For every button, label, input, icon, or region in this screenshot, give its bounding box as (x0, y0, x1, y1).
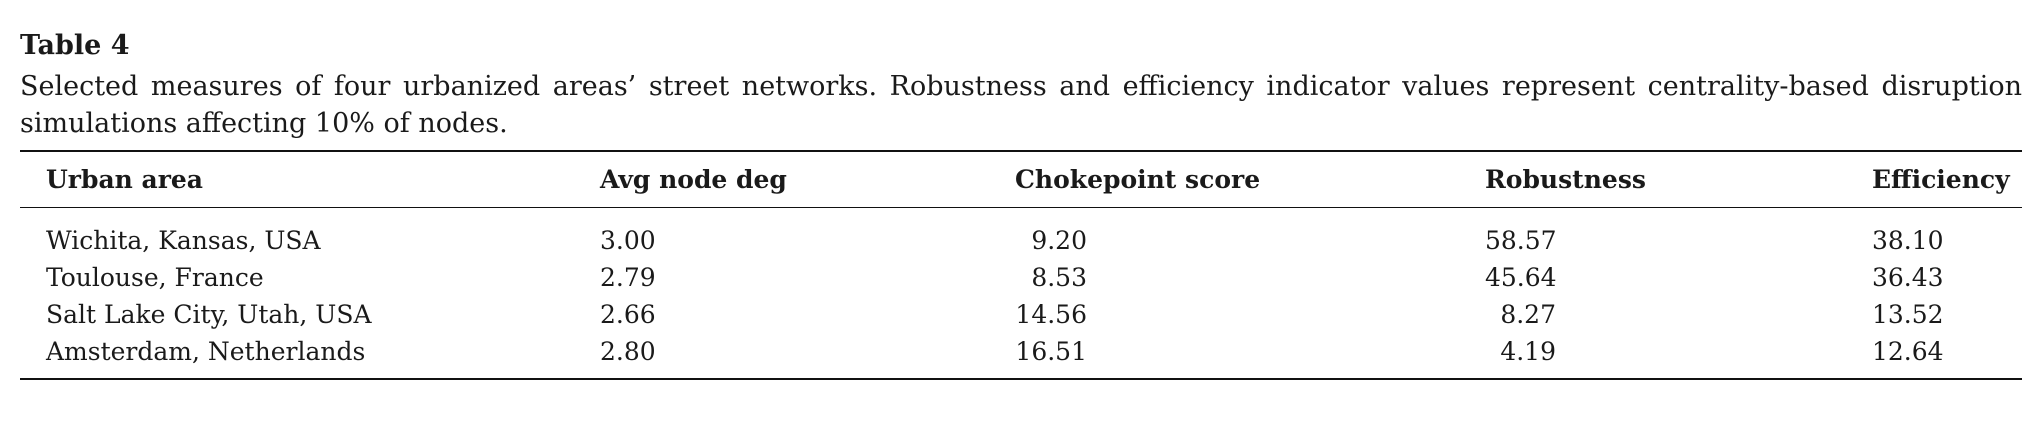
header-avg-node-deg: Avg node deg (600, 165, 787, 194)
header-urban-area: Urban area (46, 165, 204, 194)
cell-urban-area: Salt Lake City, Utah, USA (46, 300, 372, 329)
chokepoint-value: 16.51 (1015, 337, 1087, 366)
table-row (20, 296, 2022, 333)
cell-efficiency: 36.43 (1872, 263, 1944, 292)
cell-robustness (1485, 333, 1872, 378)
cell-avg-node-deg: 2.79 (600, 263, 656, 292)
table-header (20, 152, 2022, 208)
cell-urban-area: Wichita, Kansas, USA (46, 226, 321, 255)
cell-urban-area: Amsterdam, Netherlands (46, 337, 366, 366)
cell-robustness (1485, 259, 1872, 296)
chokepoint-value: 8.53 (1031, 263, 1087, 292)
cell-efficiency: 13.52 (1872, 300, 1944, 329)
cell-chokepoint-score (1015, 208, 1485, 259)
cell-avg-node-deg: 2.66 (600, 300, 656, 329)
cell-chokepoint-score (1015, 296, 1485, 333)
header-chokepoint-score: Chokepoint score (1015, 165, 1261, 194)
table-row (20, 333, 2022, 378)
cell-efficiency: 38.10 (1872, 226, 1944, 255)
cell-robustness (1485, 208, 1872, 259)
table-row (20, 259, 2022, 296)
table-body (20, 208, 2022, 378)
robustness-value: 8.27 (1500, 300, 1556, 329)
chokepoint-value: 9.20 (1031, 226, 1087, 255)
cell-chokepoint-score (1015, 333, 1485, 378)
header-robustness: Robustness (1485, 165, 1646, 194)
table-caption: Selected measures of four urbanized areas’ street networks. Robustness and efficiency indicator values represent centrality-based disruption simulations affecting 10% of nodes. (20, 71, 2022, 139)
cell-urban-area: Toulouse, France (46, 263, 264, 292)
cell-chokepoint-score (1015, 259, 1485, 296)
cell-avg-node-deg: 3.00 (600, 226, 656, 255)
header-row (20, 152, 2022, 207)
cell-avg-node-deg: 2.80 (600, 337, 656, 366)
robustness-value: 45.64 (1485, 263, 1557, 292)
robustness-value: 58.57 (1485, 226, 1557, 255)
table-block (20, 28, 2022, 380)
robustness-value: 4.19 (1500, 337, 1556, 366)
table-row (20, 208, 2022, 259)
cell-efficiency: 12.64 (1872, 337, 1944, 366)
table-title: Table 4 (20, 30, 130, 61)
header-efficiency: Efficiency (1872, 165, 2010, 194)
chokepoint-value: 14.56 (1015, 300, 1087, 329)
data-table (20, 152, 2022, 378)
bottom-rule (20, 378, 2022, 380)
cell-robustness (1485, 296, 1872, 333)
header-spacer (20, 152, 46, 207)
